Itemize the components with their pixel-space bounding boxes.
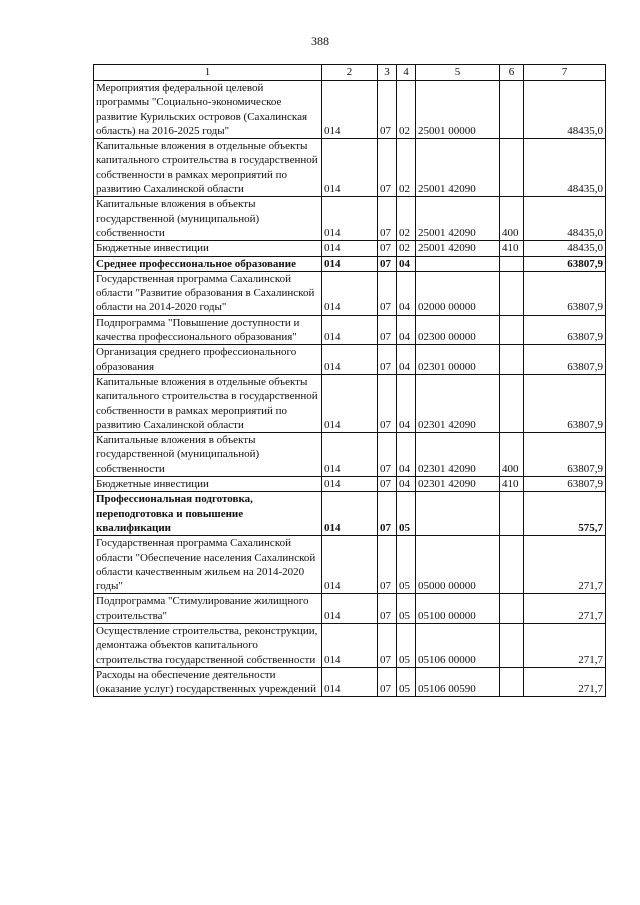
expense-type-cell [500,345,524,375]
amount-cell: 63807,9 [524,477,606,492]
subsection-code-cell: 04 [397,271,416,315]
expense-type-cell [500,536,524,594]
target-article-cell: 25001 42090 [416,241,500,256]
expense-type-cell [500,492,524,536]
ministry-code-cell: 014 [322,256,378,271]
table-row [94,139,606,197]
ministry-code-cell: 014 [322,197,378,241]
row-name-cell: Капитальные вложения в объекты государственной (муниципальной) собственности [94,433,322,477]
amount-cell: 271,7 [524,536,606,594]
column-header: 6 [500,65,524,81]
row-name-cell: Капитальные вложения в объекты государственной (муниципальной) собственности [94,197,322,241]
section-code-cell: 07 [378,271,397,315]
ministry-code-cell: 014 [322,477,378,492]
subsection-code-cell: 04 [397,433,416,477]
subsection-code-cell: 04 [397,374,416,432]
row-name-cell: Среднее профессиональное образование [94,256,322,271]
row-name-cell: Капитальные вложения в отдельные объекты капитального строительства в государственной собственности в рамках мероприятий по развитию Сахалинской области [94,374,322,432]
column-header: 3 [378,65,397,81]
ministry-code-cell: 014 [322,374,378,432]
table-row [94,315,606,345]
ministry-code-cell: 014 [322,433,378,477]
amount-cell: 48435,0 [524,241,606,256]
target-article-cell: 02301 00000 [416,345,500,375]
target-article-cell: 02000 00000 [416,271,500,315]
target-article-cell: 05000 00000 [416,536,500,594]
section-code-cell: 07 [378,139,397,197]
page-number: 388 [311,34,329,48]
subsection-code-cell: 04 [397,345,416,375]
amount-cell: 63807,9 [524,374,606,432]
section-code-cell: 07 [378,667,397,697]
table-row [94,197,606,241]
ministry-code-cell: 014 [322,81,378,139]
ministry-code-cell: 014 [322,594,378,624]
target-article-cell: 02301 42090 [416,433,500,477]
column-header: 5 [416,65,500,81]
row-name-cell: Бюджетные инвестиции [94,477,322,492]
amount-cell: 575,7 [524,492,606,536]
expense-type-cell [500,256,524,271]
expense-type-cell: 400 [500,433,524,477]
ministry-code-cell: 014 [322,139,378,197]
table-row [94,271,606,315]
amount-cell: 48435,0 [524,81,606,139]
subsection-code-cell: 05 [397,623,416,667]
expense-type-cell [500,623,524,667]
row-name-cell: Профессиональная подготовка, переподготовка и повышение квалификации [94,492,322,536]
section-code-cell: 07 [378,594,397,624]
expense-type-cell [500,81,524,139]
section-code-cell: 07 [378,197,397,241]
expense-type-cell: 400 [500,197,524,241]
row-name-cell: Капитальные вложения в отдельные объекты капитального строительства в государственной собственности в рамках мероприятий по развитию Сахалинской области [94,139,322,197]
amount-cell: 271,7 [524,594,606,624]
row-name-cell: Организация среднего профессионального образования [94,345,322,375]
subsection-code-cell: 04 [397,315,416,345]
row-name-cell: Осуществление строительства, реконструкции, демонтажа объектов капитального строительства государственной собственности [94,623,322,667]
expense-type-cell: 410 [500,241,524,256]
row-name-cell: Государственная программа Сахалинской области "Развитие образования в Сахалинской области на 2014-2020 годы" [94,271,322,315]
subsection-code-cell: 02 [397,197,416,241]
amount-cell: 63807,9 [524,256,606,271]
expense-type-cell [500,315,524,345]
ministry-code-cell: 014 [322,345,378,375]
expense-type-cell [500,139,524,197]
amount-cell: 48435,0 [524,139,606,197]
ministry-code-cell: 014 [322,536,378,594]
subsection-code-cell: 04 [397,256,416,271]
section-code-cell: 07 [378,345,397,375]
table-row [94,492,606,536]
amount-cell: 271,7 [524,667,606,697]
ministry-code-cell: 014 [322,315,378,345]
subsection-code-cell: 02 [397,81,416,139]
section-code-cell: 07 [378,374,397,432]
row-name-cell: Мероприятия федеральной целевой программы "Социально-экономическое развитие Курильских островов (Сахалинская область) на 2016-2025 годы" [94,81,322,139]
target-article-cell: 25001 00000 [416,81,500,139]
target-article-cell: 05106 00590 [416,667,500,697]
ministry-code-cell: 014 [322,667,378,697]
target-article-cell: 05100 00000 [416,594,500,624]
target-article-cell: 25001 42090 [416,139,500,197]
section-code-cell: 07 [378,433,397,477]
subsection-code-cell: 02 [397,139,416,197]
expense-type-cell [500,594,524,624]
section-code-cell: 07 [378,477,397,492]
ministry-code-cell: 014 [322,271,378,315]
table-row [94,374,606,432]
column-header: 2 [322,65,378,81]
amount-cell: 48435,0 [524,197,606,241]
section-code-cell: 07 [378,81,397,139]
section-code-cell: 07 [378,315,397,345]
table-row [94,623,606,667]
target-article-cell: 02300 00000 [416,315,500,345]
amount-cell: 63807,9 [524,271,606,315]
expense-type-cell: 410 [500,477,524,492]
table-row [94,256,606,271]
table-row [94,433,606,477]
section-code-cell: 07 [378,536,397,594]
subsection-code-cell: 02 [397,241,416,256]
target-article-cell [416,492,500,536]
row-name-cell: Бюджетные инвестиции [94,241,322,256]
subsection-code-cell: 05 [397,667,416,697]
table-row [94,594,606,624]
table-row [94,81,606,139]
row-name-cell: Подпрограмма "Повышение доступности и качества профессионального образования" [94,315,322,345]
table-row [94,477,606,492]
table-row [94,536,606,594]
subsection-code-cell: 05 [397,536,416,594]
target-article-cell: 02301 42090 [416,374,500,432]
row-name-cell: Подпрограмма "Стимулирование жилищного строительства" [94,594,322,624]
target-article-cell [416,256,500,271]
amount-cell: 63807,9 [524,433,606,477]
table-row [94,667,606,697]
section-code-cell: 07 [378,623,397,667]
amount-cell: 63807,9 [524,315,606,345]
amount-cell: 63807,9 [524,345,606,375]
column-header: 1 [94,65,322,81]
ministry-code-cell: 014 [322,241,378,256]
ministry-code-cell: 014 [322,492,378,536]
target-article-cell: 02301 42090 [416,477,500,492]
row-name-cell: Расходы на обеспечение деятельности (оказание услуг) государственных учреждений [94,667,322,697]
section-code-cell: 07 [378,492,397,536]
ministry-code-cell: 014 [322,623,378,667]
row-name-cell: Государственная программа Сахалинской области "Обеспечение населения Сахалинской области качественным жильем на 2014-2020 годы" [94,536,322,594]
expense-type-cell [500,271,524,315]
section-code-cell: 07 [378,256,397,271]
column-header: 7 [524,65,606,81]
subsection-code-cell: 04 [397,477,416,492]
amount-cell: 271,7 [524,623,606,667]
subsection-code-cell: 05 [397,492,416,536]
table-row [94,241,606,256]
target-article-cell: 25001 42090 [416,197,500,241]
subsection-code-cell: 05 [397,594,416,624]
budget-table [93,64,606,697]
expense-type-cell [500,667,524,697]
target-article-cell: 05106 00000 [416,623,500,667]
expense-type-cell [500,374,524,432]
table-header-row [94,65,606,81]
table-row [94,345,606,375]
column-header: 4 [397,65,416,81]
section-code-cell: 07 [378,241,397,256]
